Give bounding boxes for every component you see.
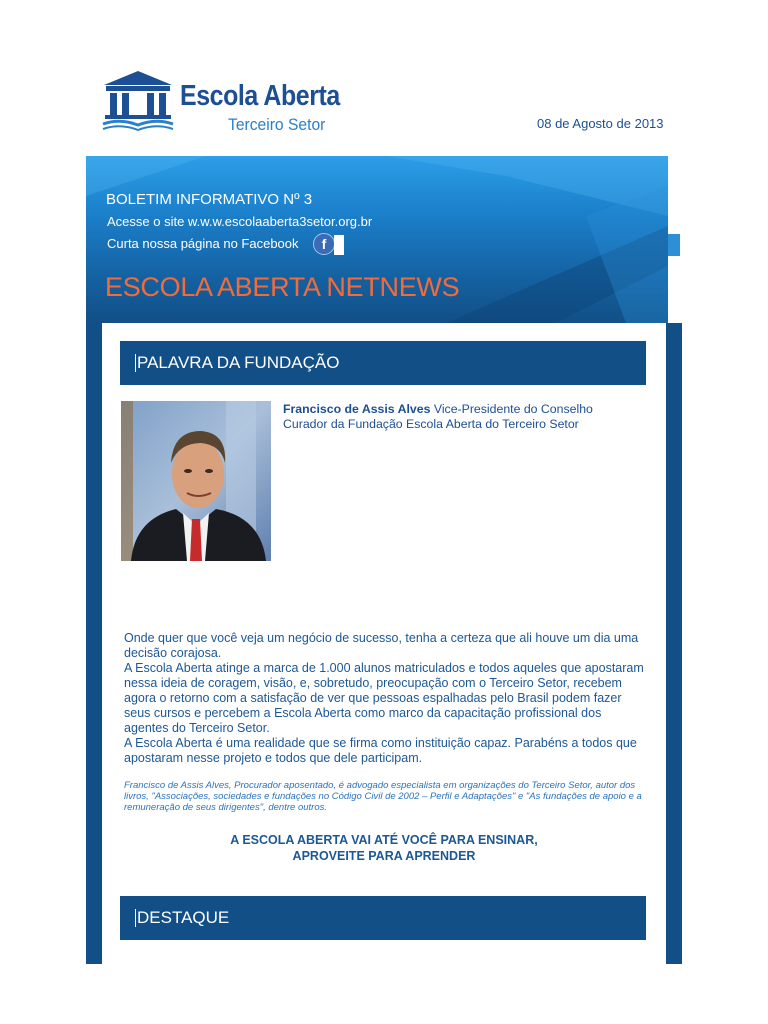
cta-line-1: A ESCOLA ABERTA VAI ATÉ VOCÊ PARA ENSINAR, <box>230 833 538 847</box>
cta-line-2: APROVEITE PARA APRENDER <box>292 849 476 863</box>
section-header-fundacao <box>120 341 646 385</box>
paragraph: A Escola Aberta é uma realidade que se firma como instituição capaz. Parabéns a todos que apostaram nesse projeto e todos que dele participam. <box>124 736 637 765</box>
author-note: Francisco de Assis Alves, Procurador aposentado, é advogado especialista em organizações do Terceiro Setor, autor dos livros, "Associações, sociedades e fundações no Código Civil de 2002 – Perfil e Adaptações" e "As fundações de apoio e a remuneração de seus dirigentes", dentre outros. <box>124 780 642 813</box>
banner-edge-tab <box>668 234 680 256</box>
newsletter-banner <box>86 156 668 323</box>
paragraph: Onde quer que você veja um negócio de sucesso, tenha a certeza que ali houve um dia uma decisão corajosa. <box>124 631 639 660</box>
caption-name: Francisco de Assis Alves <box>283 402 431 416</box>
bulletin-title: BOLETIM INFORMATIVO Nº 3 <box>106 191 313 208</box>
article-body <box>124 631 644 766</box>
section-accent <box>135 909 136 927</box>
facebook-icon[interactable]: f <box>313 233 335 255</box>
call-to-action <box>124 832 644 864</box>
photo-caption <box>283 402 623 432</box>
newsletter-headline: ESCOLA ABERTA NETNEWS <box>105 272 460 302</box>
paragraph: A Escola Aberta atinge a marca de 1.000 alunos matriculados e todos aqueles que apostaram nessa ideia de coragem, visão, e, sobretudo, preocupação com o Terceiro Setor, recebem agora o retorno com a satisfação de ver que pessoas espalhadas pelo Brasil podem fazer seus cursos e percebem a Escola Aberta como marco da capacitação profissional dos agentes do Terceiro Setor. <box>124 661 644 735</box>
logo-name: Escola Aberta <box>180 80 340 112</box>
logo-subtitle: Terceiro Setor <box>228 115 326 134</box>
caption-role: Vice-Presidente do Conselho Curador da Fundação Escola Aberta do Terceiro Setor <box>283 402 593 431</box>
institution-columns-icon <box>100 70 176 132</box>
issue-date: 08 de Agosto de 2013 <box>537 116 664 131</box>
section-header-destaque <box>120 896 646 940</box>
site-link[interactable]: Acesse o site w.w.w.escolaaberta3setor.org.br <box>107 214 373 229</box>
portrait-photo <box>121 401 271 561</box>
facebook-icon-box <box>334 235 344 255</box>
facebook-link[interactable]: Curta nossa página no Facebook <box>107 236 299 251</box>
section-title-destaque: DESTAQUE <box>137 908 230 927</box>
logo[interactable] <box>100 70 340 134</box>
section-accent <box>135 354 136 372</box>
section-title-fundacao: PALAVRA DA FUNDAÇÃO <box>137 353 340 372</box>
